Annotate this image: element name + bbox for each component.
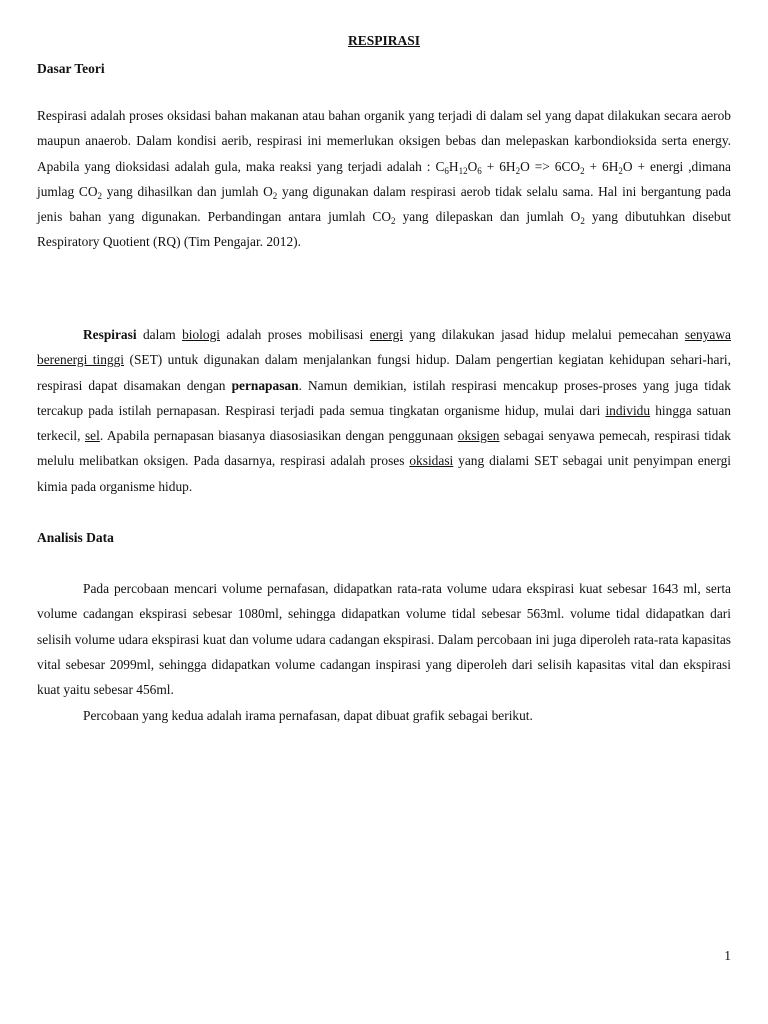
link-energi[interactable]: energi [369,327,403,342]
term-pernapasan: pernapasan [231,377,299,393]
page-number: 1 [724,948,731,963]
link-individu[interactable]: individu [605,402,651,418]
section-heading-analisis-data: Analisis Data [37,530,114,545]
paragraph-analisis-data-2: Percobaan yang kedua adalah irama pernafasan, dapat dibuat grafik sebagai berikut. [83,708,533,723]
paragraph-dasar-teori-1: Respirasi adalah proses oksidasi bahan makanan atau bahan organik yang terjadi di dalam sel yang dapat dilakukan secara aerob maupun anaerob. Dalam kondisi aerib, respirasi ini memerlukan oksigen bebas dan melepaskan karbondioksida serta energy. Apabila yang dioksidasi adalah gula, maka reaksi yang terjadi adalah : $C_6H_{12}O_6 + 6H_2O => 6CO_2 + 6H_2O$ + energi ,dimana jumlag $CO_2$ yang dihasilkan dan jumlah $O_2$ yang digunakan dalam respirasi aerob tidak selalu sama. Hal ini bergantung pada jenis bahan yang digunakan. Perbandingan antara jumlah $CO_2$ yang dilepaskan dan jumlah $O_2$ yang dibutuhkan disebut Respiratory Quotient (RQ) (Tim Pengajar. 2012). [37,108,732,250]
term-respirasi: Respirasi [83,327,137,342]
link-oksidasi[interactable]: oksidasi [409,453,454,469]
link-oksigen[interactable]: oksigen [457,428,500,444]
section-heading-dasar-teori: Dasar Teori [37,61,105,76]
link-senyawa-berenergi-tinggi[interactable]: senyawa berenergi tinggi [37,327,731,368]
paragraph-dasar-teori-2: Respirasi dalam biologi adalah proses mobilisasi energi yang dilakukan jasad hidup melalui pemecahan senyawa berenergi tinggi (SET) untuk digunakan dalam menjalankan fungsi hidup. Dalam pengertian kegiatan kehidupan sehari-hari, respirasi dapat disamakan dengan pernapasan. Namun demikian, istilah respirasi mencakup proses-proses yang juga tidak tercakup pada istilah pernapasan. Respirasi terjadi pada semua tingkatan organisme hidup, mulai dari individu hingga satuan terkecil, sel. Apabila pernapasan biasanya diasosiasikan dengan penggunaan oksigen sebagai senyawa pemecah, respirasi tidak melulu melibatkan oksigen. Pada dasarnya, respirasi adalah proses oksidasi yang dialami SET sebagai unit penyimpan energi kimia pada organisme hidup. [37,327,732,494]
paragraph-analisis-data-1: Pada percobaan mencari volume pernafasan, didapatkan rata-rata volume udara ekspirasi kuat sebesar 1643 ml, serta volume cadangan ekspirasi sebesar 1080ml, sehingga didapatkan volume tidal sebesar 563ml. volume tidal didapatkan dari selisih volume udara ekspirasi kuat dan volume udara cadangan ekspirasi. Dalam percobaan ini juga diperoleh rata-rata kapasitas vital sebesar 2099ml, sehingga didapatkan volume cadangan inspirasi yang diperoleh dari selisih kapasitas vital dan ekspirasi kuat yaitu sebesar 456ml. [37,581,731,698]
document-title: RESPIRASI [347,33,421,48]
link-sel[interactable]: sel [84,428,100,444]
link-biologi[interactable]: biologi [182,327,221,342]
